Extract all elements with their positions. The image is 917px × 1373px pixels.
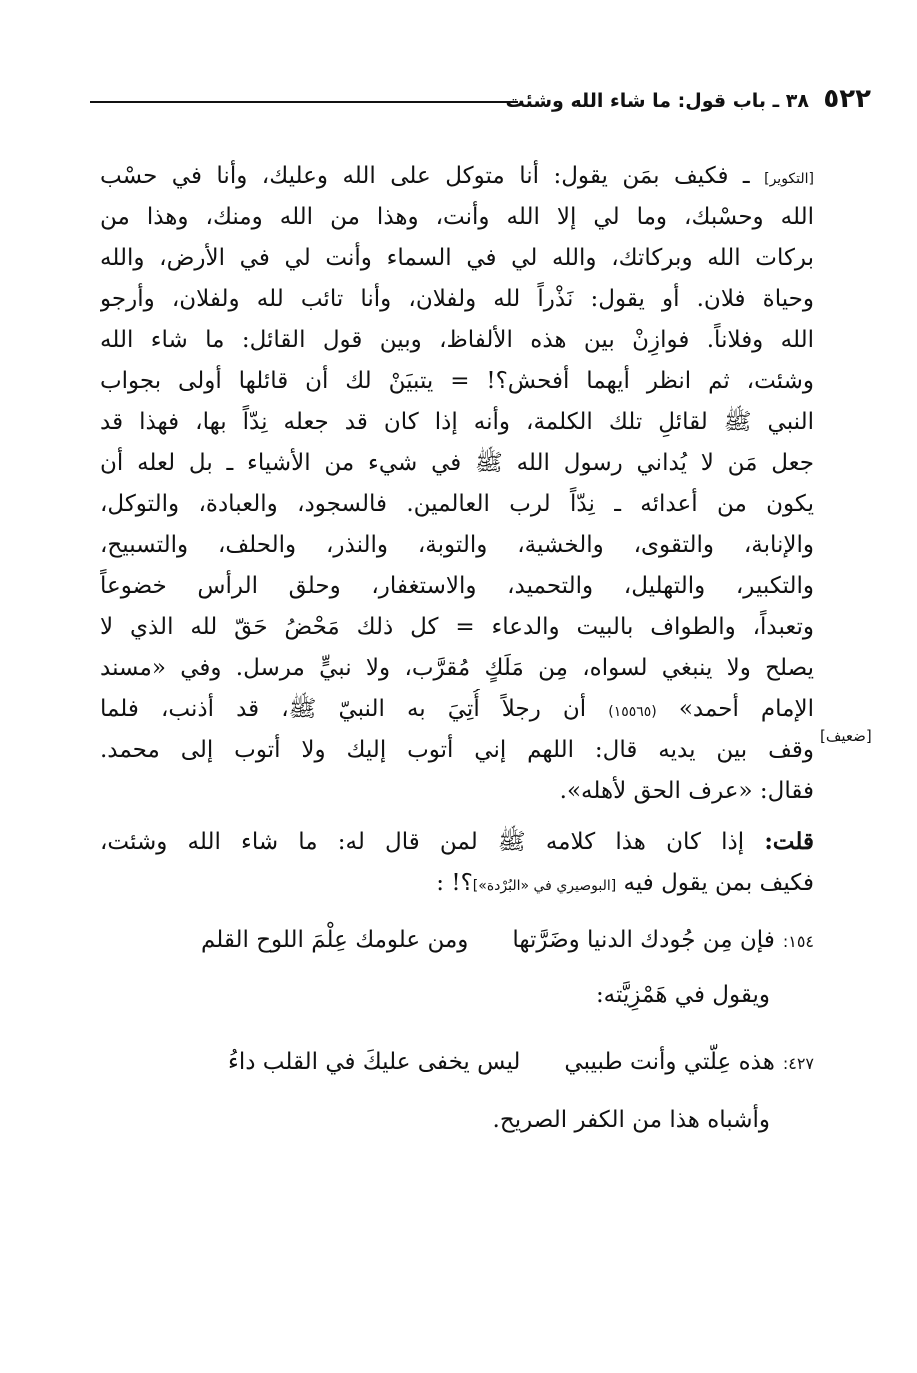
text-line: وقف بين يديه قال: اللهم إني أتوب إليك ولا أتوب إلى محمد. (100, 737, 814, 763)
text-line: والإنابة، والتقوى، والخشية، والتوبة، والنذر، والحلف، والتسبيح، (100, 532, 814, 558)
text-line: وحياة فلان. أو يقول: نَذْراً لله ولفلان، وأنا تائب لله ولفلان، وأرجو (100, 286, 814, 312)
text-line: جعل مَن لا يُداني رسول الله ﷺ في شيء من الأشياء ـ بل لعله أن (100, 450, 814, 476)
text-line: وشئت، ثم انظر أيهما أفحش؟! = يتبيَنْ لك أن قائلها أولى بجواب (100, 368, 814, 394)
text-line: فكيف بمن يقول فيه [البوصيري في «البُرْدة»]؟! : (436, 870, 814, 896)
verse-line (100, 1042, 814, 1084)
text-line: [التكوير] ـ فكيف بمَن يقول: أنا متوكل على الله وعليك، وأنا في حسْب (100, 163, 814, 189)
quran-reference-tag: [التكوير] (764, 171, 814, 187)
text-line: وتعبداً، والطواف بالبيت والدعاء = كل ذلك مَحْضُ حَقّ لله الذي لا (100, 614, 814, 640)
source-tag: [البوصيري في «البُرْدة»] (472, 878, 617, 894)
hemistich: ومن علومك عِلْمَ اللوح القلم (200, 927, 469, 953)
text-line: يصلح ولا ينبغي لسواه، مِن مَلَكٍ مُقرَّب، ولا نبيٍّ مرسل. وفي «مسند (100, 655, 814, 681)
page-number: ٥٢٢ (823, 84, 871, 114)
text-line: وأشباه هذا من الكفر الصريح. (492, 1107, 770, 1133)
grading-margin-note: [ضعيف] (820, 727, 872, 745)
text-line: والتكبير، والتهليل، والتحميد، والاستغفار، وحلق الرأس خضوعاً (100, 573, 814, 599)
text-line: الإمام أحمد» (١٥٥٦٥) أن رجلاً أُتِيَ به النبيّ ﷺ، قد أذنب، فلما (100, 696, 814, 722)
hemistich: فإن مِن جُودك الدنيا وضَرَّتها (512, 927, 775, 953)
text-line: ويقول في هَمْزِيَّته: (595, 982, 770, 1008)
hadith-reference: (١٥٥٦٥) (608, 704, 657, 720)
text-line: الله وفلاناً. فوازِنْ بين هذه الألفاظ، وبين قول القائل: ما شاء الله (100, 327, 814, 353)
running-head: ٣٨ ـ باب قول: ما شاء الله وشئت (505, 90, 809, 112)
hemistich: هذه عِلّتي وأنت طبيبي (564, 1049, 775, 1075)
verse-number: ١٥٤: (782, 932, 814, 951)
text-line: النبي ﷺ لقائلِ تلك الكلمة، وأنه إذا كان قد جعله نِدّاً بها، فهذا قد (100, 409, 814, 435)
text-line: فقال: «عرف الحق لأهله». (559, 778, 814, 804)
header-rule (90, 101, 518, 103)
text-line: بركات الله وبركاتك، والله لي في السماء وأنت لي في الأرض، والله (100, 245, 814, 271)
qult-label: قلت: (764, 828, 814, 855)
text-line: الله وحسْبك، وما لي إلا الله وأنت، وهذا من الله ومنك، وهذا من (100, 204, 814, 230)
verse-number: ٤٢٧: (782, 1054, 814, 1073)
verse-line (100, 920, 814, 962)
hemistich: ليس يخفى عليكَ في القلب داءُ (228, 1049, 521, 1075)
text-line: قلت: إذا كان هذا كلامه ﷺ لمن قال له: ما شاء الله وشئت، (100, 828, 814, 855)
text-line: يكون من أعدائه ـ نِدّاً لرب العالمين. فالسجود، والعبادة، والتوكل، (100, 491, 814, 517)
